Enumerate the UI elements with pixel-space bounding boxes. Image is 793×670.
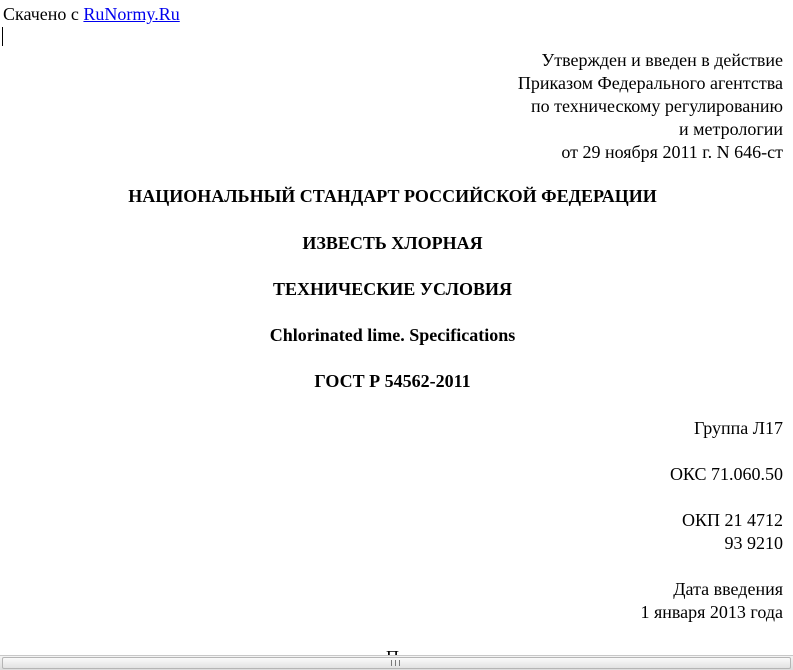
approval-line: Приказом Федерального агентства [517, 73, 783, 93]
okp-code-line: ОКП 21 4712 [681, 510, 783, 530]
oks-code: ОКС 71.060.50 [669, 464, 783, 484]
approval-block [518, 49, 783, 164]
introduction-date-label: Дата введения [673, 579, 783, 599]
approval-line: Утвержден и введен в действие [541, 50, 783, 70]
standard-title: НАЦИОНАЛЬНЫЙ СТАНДАРТ РОССИЙСКОЙ ФЕДЕРАЦИИ [128, 186, 657, 206]
okp-code-line: 93 9210 [724, 533, 783, 553]
product-title: ИЗВЕСТЬ ХЛОРНАЯ [302, 233, 483, 253]
approval-line: и метрологии [679, 119, 783, 139]
text-cursor [2, 27, 3, 46]
okp-code-block [682, 509, 783, 555]
approval-line: от 29 ноября 2011 г. N 646-ст [561, 142, 783, 162]
scrollbar-thumb[interactable] [2, 657, 791, 669]
grip-icon [391, 660, 400, 666]
introduction-date-block [640, 578, 783, 624]
runormy-link[interactable]: RuNormy.Ru [83, 4, 180, 24]
horizontal-scrollbar[interactable] [0, 655, 793, 670]
conditions-title: ТЕХНИЧЕСКИЕ УСЛОВИЯ [273, 279, 512, 299]
download-source-prefix: Скачено с [3, 4, 79, 24]
english-title: Chlorinated lime. Specifications [269, 325, 516, 345]
approval-line: по техническому регулированию [530, 96, 783, 116]
group-code: Группа Л17 [694, 418, 783, 438]
gost-number: ГОСТ Р 54562-2011 [314, 371, 471, 391]
download-source-line [3, 3, 180, 26]
introduction-date-value: 1 января 2013 года [640, 602, 783, 622]
